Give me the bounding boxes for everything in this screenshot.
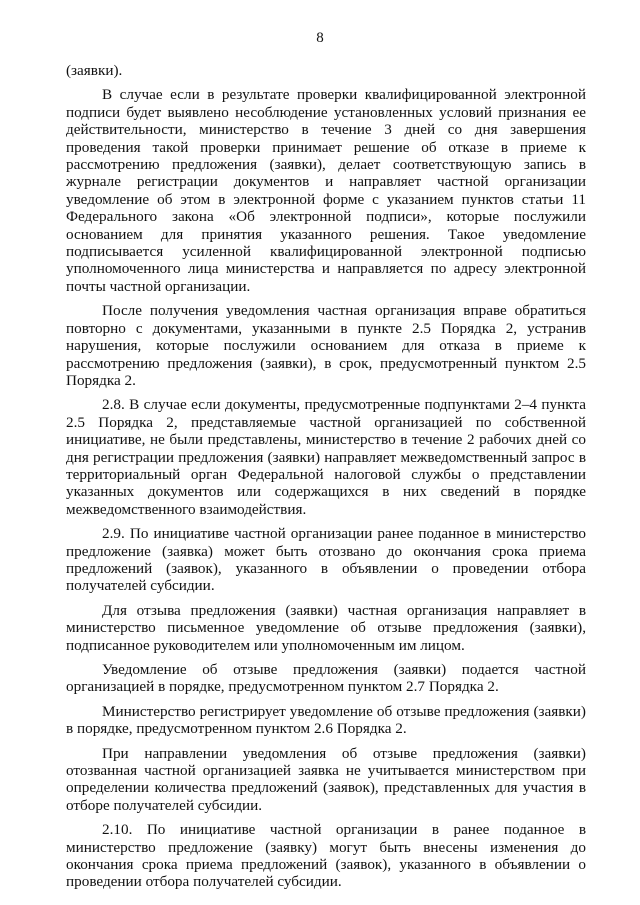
paragraph-2-8: 2.8. В случае если документы, предусмотренные подпунктами 2–4 пункта 2.5 Порядка 2, представляемые частной организацией по собственной инициативе, не были представлены, министерство в течение 2 рабочих дней со дня регистрации предложения (заявки) направляет межведомственный запрос в территориальный орган Федеральной налоговой службы о представлении указанных документов или содержащихся в них сведений в порядке межведомственного взаимодействия. bbox=[66, 396, 586, 518]
paragraph-notice-registration: Министерство регистрирует уведомление об отзыве предложения (заявки) в порядке, предусмотренном пунктом 2.6 Порядка 2. bbox=[66, 702, 586, 738]
paragraph-2-9: 2.9. По инициативе частной организации ранее поданное в министерство предложение (заявка) может быть отозвано до окончания срока приема предложений (заявок), указанного в объявлении о проведении отбора получателей субсидии. bbox=[66, 525, 586, 595]
paragraph-notice-submission: Уведомление об отзыве предложения (заявки) подается частной организацией в порядке, предусмотренном пунктом 2.7 Порядка 2. bbox=[66, 661, 586, 696]
paragraph-withdrawn-application: При направлении уведомления об отзыве предложения (заявки) отозванная частной организацией заявка не учитывается министерством при определении количества предложений (заявок), представленных для участия в отборе получателей субсидии. bbox=[66, 744, 586, 814]
paragraph-continuation: (заявки). bbox=[66, 62, 123, 79]
paragraph-2-10: 2.10. По инициативе частной организации в ранее поданное в министерство предложение (заявку) могут быть внесены изменения до окончания срока приема предложений (заявок), указанного в объявлении о проведении отбора получателей субсидии. bbox=[66, 821, 586, 891]
paragraph-withdrawal-notice: Для отзыва предложения (заявки) частная организация направляет в министерство письменное уведомление об отзыве предложения (заявки), подписанное руководителем или уполномоченным им лицом. bbox=[66, 601, 586, 654]
paragraph-resubmission: После получения уведомления частная организация вправе обратиться повторно с документами, указанными в пункте 2.5 Порядка 2, устранив нарушения, которые послужили основанием для отказа в приеме к рассмотрению предложения (заявки), в срок, предусмотренный пунктом 2.5 Порядка 2. bbox=[66, 302, 586, 389]
document-body bbox=[66, 62, 586, 898]
page-number: 8 bbox=[316, 30, 324, 46]
paragraph-signature-check: В случае если в результате проверки квалифицированной электронной подписи будет выявлено несоблюдение установленных условий признания ее действительности, министерство в течение 3 дней со дня завершения проведения такой проверки принимает решение об отказе в приеме к рассмотрению предложения (заявки), делает соответствующую запись в журнале регистрации документов и направляет частной организации уведомление об этом в электронной форме с указанием пунктов статьи 11 Федерального закона «Об электронной подписи», которые послужили основанием для принятия указанного решения. Такое уведомление подписывается усиленной квалифицированной электронной подписью уполномоченного лица министерства и направляется по адресу электронной почты частной организации. bbox=[66, 86, 586, 295]
